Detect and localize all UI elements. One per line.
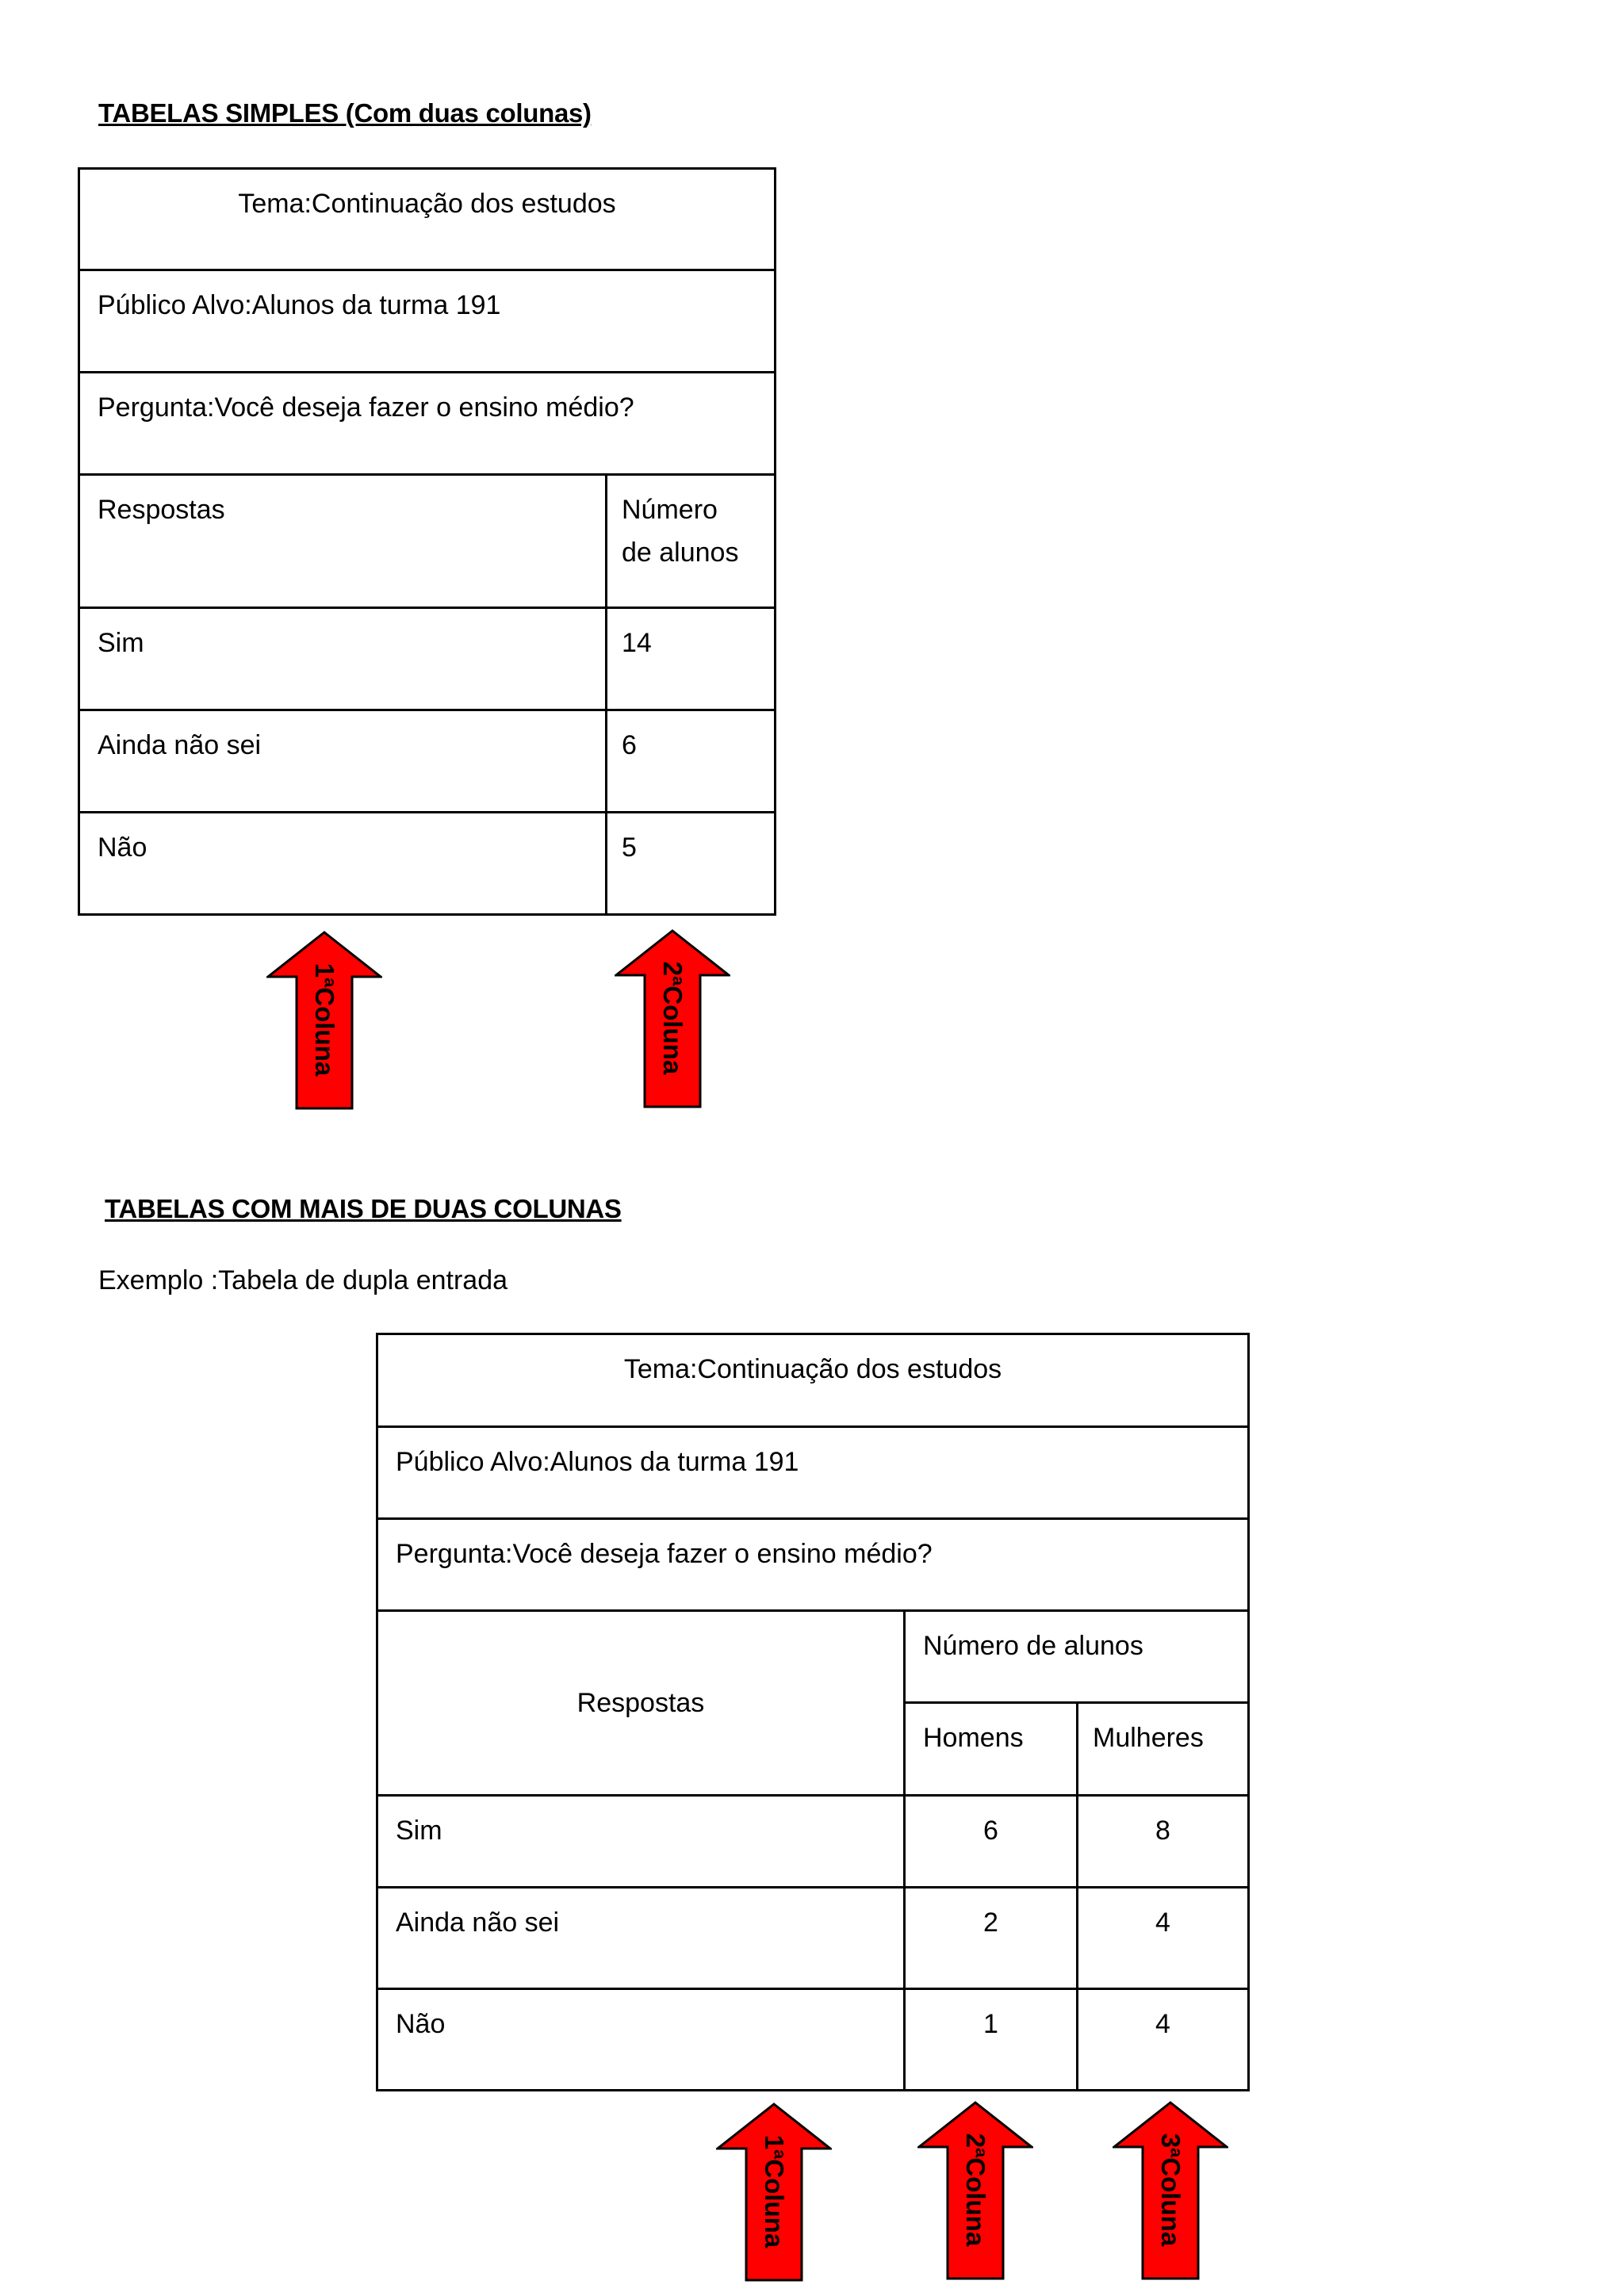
up-arrow-icon — [266, 931, 382, 1110]
table-row-homens: 6 — [903, 1794, 1078, 1888]
numero-header-line1: Número — [622, 495, 718, 525]
pergunta-cell: Pergunta:Você deseja fazer o ensino médio? — [78, 371, 776, 476]
section2-heading: TABELAS COM MAIS DE DUAS COLUNAS — [105, 1194, 622, 1223]
arrow-label: 3ªColuna — [1156, 2133, 1185, 2247]
table-row-label: Não — [78, 811, 607, 916]
table-row-label: Não — [376, 1988, 906, 2091]
section1-heading: TABELAS SIMPLES (Com duas colunas) — [98, 98, 592, 128]
arrow-label: 2ªColuna — [658, 961, 688, 1075]
table-row-label: Sim — [376, 1794, 906, 1888]
numero-header — [605, 473, 776, 609]
table-row-value: 14 — [605, 607, 776, 711]
up-arrow-icon — [716, 2103, 832, 2282]
up-arrow-icon — [1113, 2101, 1228, 2280]
arrow-label: 2ªColuna — [961, 2133, 990, 2247]
up-arrow-icon — [917, 2101, 1033, 2280]
homens-header: Homens — [903, 1701, 1078, 1797]
publico-cell: Público Alvo:Alunos da turma 191 — [78, 269, 776, 373]
table-row-value: 5 — [605, 811, 776, 916]
example-caption: Exemplo :Tabela de dupla entrada — [98, 1265, 508, 1295]
tema-cell: Tema:Continuação dos estudos — [376, 1333, 1250, 1428]
respostas-header: Respostas — [78, 473, 607, 609]
table-row-mulheres: 4 — [1076, 1886, 1250, 1990]
numero-header: Número de alunos — [903, 1609, 1250, 1704]
pergunta-cell: Pergunta:Você deseja fazer o ensino médio? — [376, 1517, 1250, 1612]
table-row-mulheres: 8 — [1076, 1794, 1250, 1888]
table-row-label: Sim — [78, 607, 607, 711]
publico-cell: Público Alvo:Alunos da turma 191 — [376, 1425, 1250, 1520]
table-row-label: Ainda não sei — [78, 709, 607, 813]
tema-cell: Tema:Continuação dos estudos — [78, 167, 776, 271]
table-row-homens: 1 — [903, 1988, 1078, 2091]
mulheres-header: Mulheres — [1076, 1701, 1250, 1797]
arrow-label: 1ªColuna — [760, 2134, 789, 2248]
table-row-homens: 2 — [903, 1886, 1078, 1990]
numero-header-line2: de alunos — [622, 538, 739, 568]
table-row-label: Ainda não sei — [376, 1886, 906, 1990]
arrow-label: 1ªColuna — [310, 962, 339, 1077]
table-row-mulheres: 4 — [1076, 1988, 1250, 2091]
respostas-header: Respostas — [376, 1609, 906, 1797]
table-row-value: 6 — [605, 709, 776, 813]
up-arrow-icon — [615, 929, 730, 1108]
